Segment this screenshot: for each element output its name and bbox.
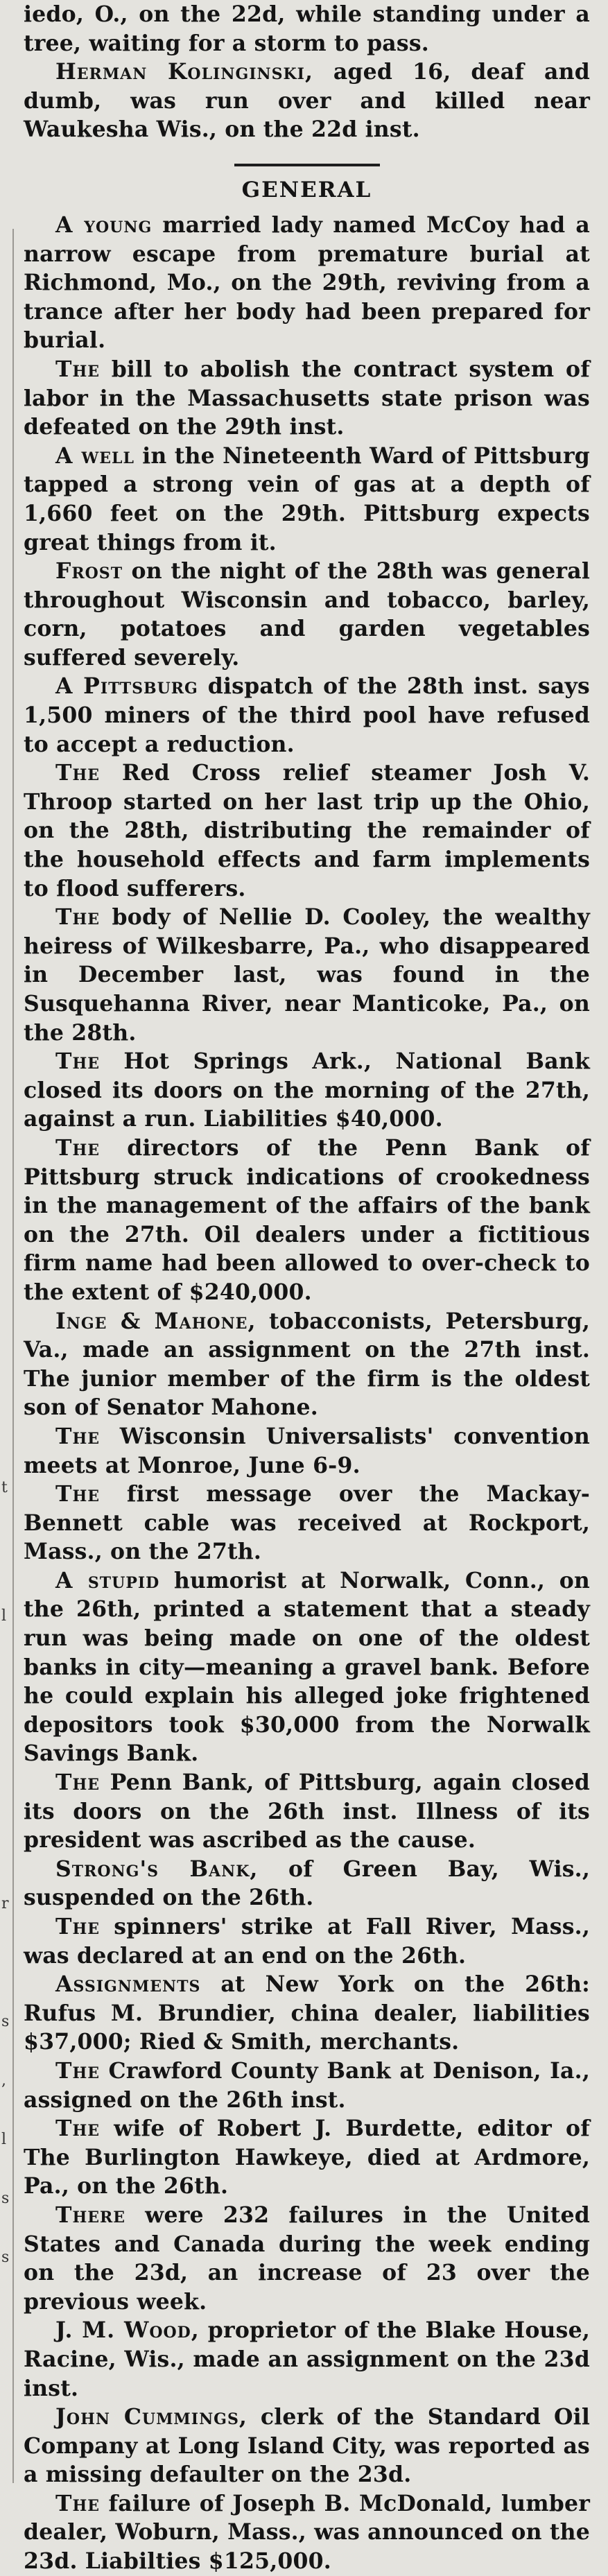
item-body: directors of the Penn Bank of Pittsburg struck indications of crookedness in the management of the affairs of the bank on the 27th. Oil dealers under a fictitious firm name had been allowed to over-check to the extent of $240,000. bbox=[24, 1134, 590, 1305]
item-lead: The bbox=[55, 1048, 100, 1075]
news-item bbox=[24, 557, 590, 672]
item-lead: The bbox=[55, 760, 100, 786]
item-body: spinners' strike at Fall River, Mass., was declared at an end on the 26th. bbox=[24, 1914, 590, 1969]
item-lead: There bbox=[55, 2202, 126, 2228]
news-item bbox=[24, 2114, 590, 2201]
item-lead: J. M. Wood, bbox=[55, 2317, 200, 2344]
news-item bbox=[24, 2057, 590, 2114]
news-item bbox=[24, 1566, 590, 1768]
item-body: of Green Bay, Wis., suspended on the 26th. bbox=[24, 1856, 591, 1911]
column-divider bbox=[12, 229, 14, 2483]
news-item bbox=[24, 2489, 590, 2576]
item-body: dispatch of the 28th inst. says 1,500 miners of the third pool have refused to accept a reduction. bbox=[24, 673, 590, 757]
news-item bbox=[24, 58, 590, 144]
news-item bbox=[24, 442, 590, 557]
item-body: first message over the Mackay-Bennett cable was received at Rockport, Mass., on the 27th. bbox=[24, 1481, 590, 1565]
item-lead: Assignments bbox=[55, 1971, 201, 1998]
news-item bbox=[24, 1480, 590, 1566]
item-body: on the night of the 28th was general throughout Wisconsin and tobacco, barley, corn, potatoes and garden vegetables suffered severely. bbox=[24, 558, 590, 671]
item-lead: The bbox=[55, 1134, 100, 1161]
news-item bbox=[24, 1047, 590, 1134]
item-body: Crawford County Bank at Denison, Ia., assigned on the 26th inst. bbox=[24, 2057, 590, 2113]
news-item bbox=[24, 1912, 590, 1970]
item-body: wife of Robert J. Burdette, editor of The Burlington Hawkeye, died at Ardmore, Pa., on the 26th. bbox=[24, 2116, 590, 2199]
adjacent-column-fragments bbox=[0, 0, 8, 2483]
edge-fragment: r bbox=[1, 1895, 9, 1912]
item-body: proprietor of the Blake House, Racine, Wis., made an assignment on the 23d inst. bbox=[24, 2317, 590, 2401]
news-item bbox=[24, 1768, 590, 1855]
item-body: in the Nineteenth Ward of Pittsburg tapped a strong vein of gas at a depth of 1,660 feet on the 29th. Pittsburg expects great things from it. bbox=[24, 442, 590, 555]
item-body: Red Cross relief steamer Josh V. Throop started on her last trip up the Ohio, on the 28th, distributing the remainder of the household effects and farm implements to flood sufferers. bbox=[24, 760, 590, 901]
news-item bbox=[24, 2201, 590, 2316]
news-item bbox=[24, 1970, 590, 2057]
edge-fragment: l bbox=[1, 1607, 7, 1625]
section-heading: GENERAL bbox=[241, 177, 372, 202]
item-body: aged 16, deaf and dumb, was run over and killed near Waukesha Wis., on the 22d inst. bbox=[24, 59, 590, 143]
item-body: body of Nellie D. Cooley, the wealthy heiress of Wilkesbarre, Pa., who disappeared in December last, was found in the Susquehanna River, near Manticoke, Pa., on the 28th. bbox=[24, 904, 590, 1046]
news-item bbox=[24, 672, 590, 759]
item-lead: A well bbox=[55, 442, 134, 469]
item-body: humorist at Norwalk, Conn., on the 26th, printed a statement that a steady run was being made on one of the oldest banks in city—meaning a gravel bank. Before he could explain his alleged joke frightened depositors took $30,000 from the Norwalk Savings Bank. bbox=[24, 1567, 591, 1767]
item-lead: The bbox=[55, 2057, 100, 2084]
news-item bbox=[24, 211, 590, 355]
item-lead: The bbox=[55, 356, 100, 382]
item-lead: John Cummings, bbox=[55, 2404, 247, 2430]
item-lead: Herman Kolinginski, bbox=[55, 59, 313, 85]
item-lead: Frost bbox=[55, 558, 123, 585]
news-item bbox=[24, 1307, 590, 1422]
item-lead: A stupid bbox=[55, 1567, 160, 1593]
news-item bbox=[24, 903, 590, 1047]
item-lead: The bbox=[55, 2116, 100, 2142]
edge-fragment: , bbox=[1, 2072, 6, 2089]
item-body: Wisconsin Universalists' convention meets at Monroe, June 6-9. bbox=[24, 1423, 590, 1478]
edge-fragment: s bbox=[1, 2249, 10, 2266]
edge-fragment: s bbox=[1, 2190, 10, 2207]
news-item bbox=[24, 759, 590, 903]
item-body: at New York on the 26th: Rufus M. Brundier, china dealer, liabilities $37,000; Ried & Smith, merchants. bbox=[24, 1971, 590, 2055]
item-lead: The bbox=[55, 1423, 100, 1449]
item-lead: The bbox=[55, 1481, 100, 1507]
item-lead: A young bbox=[55, 211, 153, 238]
news-item bbox=[24, 1134, 590, 1307]
item-lead: A Pittsburg bbox=[55, 673, 198, 700]
item-body: Penn Bank, of Pittsburg, again closed its doors on the 26th inst. Illness of its president was ascribed as the cause. bbox=[24, 1770, 590, 1853]
item-lead: The bbox=[55, 1914, 100, 1939]
section-divider bbox=[234, 164, 380, 166]
news-items bbox=[24, 211, 590, 2576]
item-body: bill to abolish the contract system of labor in the Massachusetts state prison was defeated on the 29th inst. bbox=[24, 356, 590, 440]
continued-paragraph: iedo, O., on the 22d, while standing under a tree, waiting for a storm to pass. bbox=[24, 1, 590, 56]
item-body: clerk of the Standard Oil Company at Long Island City, was reported as a missing defaulter on the 23d. bbox=[24, 2404, 590, 2488]
item-lead: The bbox=[55, 904, 100, 931]
news-item bbox=[24, 2403, 590, 2489]
item-lead: The bbox=[55, 1770, 100, 1796]
item-lead: Strong's Bank, bbox=[55, 1856, 259, 1882]
item-body: failure of Joseph B. McDonald, lumber dealer, Woburn, Mass., was announced on the 23d. Liabilties $125,000. bbox=[24, 2490, 590, 2575]
edge-fragment: s bbox=[1, 2013, 10, 2030]
item-lead: The bbox=[55, 2490, 100, 2516]
news-item bbox=[24, 355, 590, 442]
item-body: were 232 failures in the United States and Canada during the week ending on the 23d, an increase of 23 over the previous week. bbox=[24, 2202, 590, 2315]
item-lead: Inge & Mahone, bbox=[55, 1308, 257, 1334]
news-item bbox=[24, 2316, 590, 2403]
item-body: married lady named McCoy had a narrow escape from premature burial at Richmond, Mo., on the 29th, reviving from a trance after her body had been prepared for burial. bbox=[24, 211, 591, 354]
edge-fragment: t bbox=[1, 1479, 8, 1496]
news-item bbox=[24, 1422, 590, 1480]
edge-fragment: l bbox=[1, 2131, 7, 2148]
item-body: tobacconists, Petersburg, Va., made an assignment on the 27th inst. The junior member of the firm is the oldest son of Senator Mahone. bbox=[24, 1308, 590, 1421]
item-body: Hot Springs Ark., National Bank closed its doors on the morning of the 27th, against a run. Liabilities $40,000. bbox=[24, 1048, 590, 1132]
news-item bbox=[24, 1855, 590, 1912]
